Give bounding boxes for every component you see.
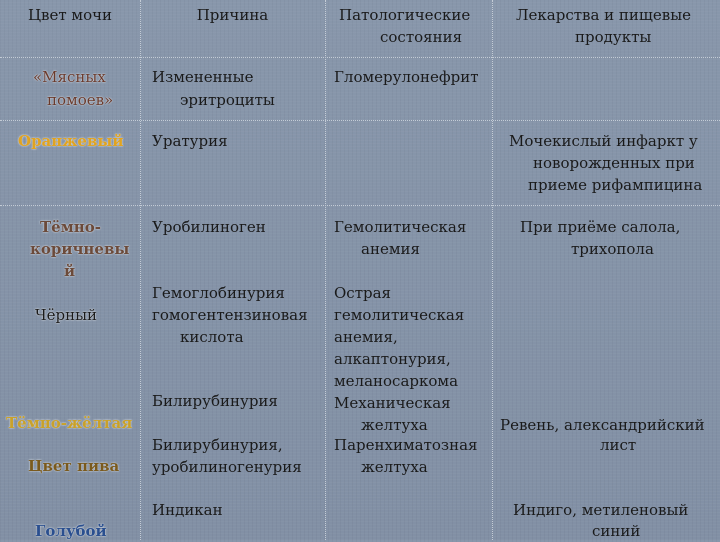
row-divider: [0, 205, 720, 206]
pathology-cell: желтуха: [361, 458, 428, 476]
header-pathology-line2: состояния: [380, 28, 463, 46]
cause-cell: Билирубинурия: [152, 392, 278, 410]
drugs-cell: трихопола: [571, 240, 654, 258]
column-divider: [492, 0, 493, 540]
header-cause: Причина: [196, 6, 269, 24]
cause-cell: Уробилиноген: [152, 218, 266, 236]
color-name: й: [64, 262, 76, 280]
cause-cell: гомогентензиновая: [152, 306, 308, 324]
header-urine-color: Цвет мочи: [27, 6, 113, 24]
color-name: Голубой: [35, 522, 107, 540]
pathology-cell: желтуха: [361, 416, 428, 434]
cause-cell: Билирубинурия,: [152, 436, 283, 454]
header-drugs-line1: Лекарства и пищевые: [516, 6, 692, 24]
pathology-cell: алкаптонурия,: [334, 350, 451, 368]
color-name: «Мясных: [33, 68, 106, 86]
cause-cell: Измененные: [152, 68, 254, 86]
drugs-cell: приеме рифампицина: [528, 176, 703, 194]
color-name: помоев»: [47, 91, 114, 109]
color-name: коричневы: [30, 240, 130, 258]
color-name: Тёмно-: [40, 218, 101, 236]
column-divider: [140, 0, 141, 540]
cause-cell: уробилиногенурия: [152, 458, 302, 476]
pathology-cell: Паренхиматозная: [334, 436, 478, 454]
pathology-cell: анемия: [361, 240, 420, 258]
color-name: Цвет пива: [28, 457, 120, 475]
pathology-cell: Гломерулонефрит: [334, 68, 479, 86]
pathology-cell: гемолитическая: [334, 306, 465, 324]
color-name: Оранжевый: [18, 132, 124, 150]
cause-cell: кислота: [180, 328, 244, 346]
cause-cell: Индикан: [152, 501, 223, 519]
header-pathology-line1: Патологические: [339, 6, 471, 24]
color-name: Чёрный: [35, 306, 98, 324]
drugs-cell: новорожденных при: [533, 154, 695, 172]
cause-cell: Гемоглобинурия: [152, 284, 285, 302]
pathology-cell: анемия,: [334, 328, 398, 346]
pathology-cell: Гемолитическая: [334, 218, 467, 236]
drugs-cell: Индиго, метиленовый: [513, 501, 689, 519]
drugs-cell: Ревень, александрийский: [500, 416, 705, 434]
pathology-cell: Острая: [334, 284, 392, 302]
drugs-cell: Мочекислый инфаркт у: [509, 132, 698, 150]
drugs-cell: лист: [600, 436, 637, 454]
pathology-cell: меланосаркома: [334, 372, 459, 390]
pathology-cell: Механическая: [334, 394, 451, 412]
row-divider: [0, 57, 720, 58]
color-name: Тёмно-жёлтая: [6, 414, 133, 432]
cause-cell: Уратурия: [152, 132, 228, 150]
header-drugs-line2: продукты: [575, 28, 652, 46]
row-divider: [0, 120, 720, 121]
drugs-cell: синий: [592, 522, 641, 540]
column-divider: [325, 0, 326, 540]
drugs-cell: При приёме салола,: [520, 218, 681, 236]
cause-cell: эритроциты: [180, 91, 275, 109]
